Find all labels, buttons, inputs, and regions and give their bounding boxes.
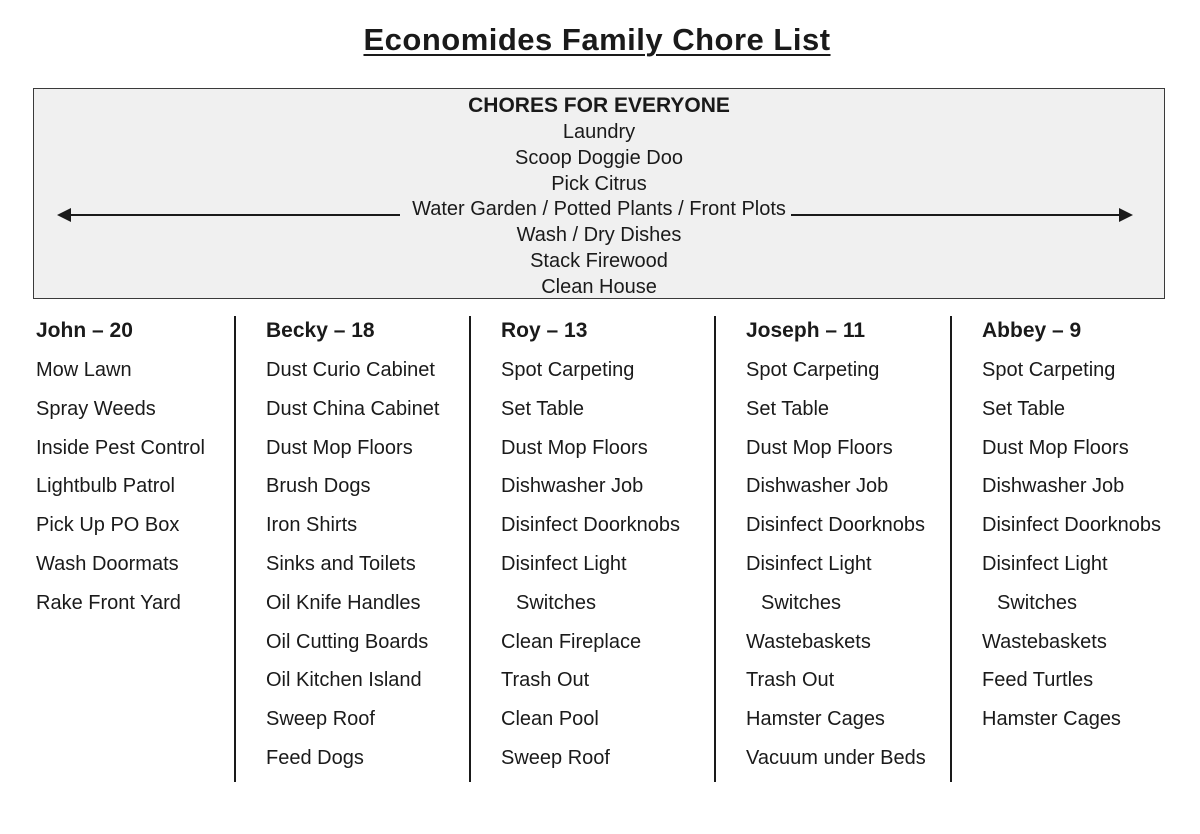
chore-item: Disinfect Light: [746, 552, 872, 575]
person-name: Abbey – 9: [982, 319, 1082, 342]
person-name: Joseph – 11: [746, 319, 866, 342]
person-name: Roy – 13: [501, 319, 588, 342]
chore-item: Inside Pest Control: [36, 436, 205, 459]
chore-item: Disinfect Doorknobs: [982, 514, 1161, 537]
chore-item: Vacuum under Beds: [746, 746, 926, 769]
chore-item: Dust Mop Floors: [982, 436, 1129, 459]
chore-item: Brush Dogs: [266, 475, 371, 498]
person-name: Becky – 18: [266, 319, 375, 342]
page-title-text: Economides Family Chore List: [363, 22, 831, 57]
chore-item: Switches: [761, 591, 842, 614]
chore-item: Set Table: [982, 397, 1066, 420]
chore-item: Iron Shirts: [266, 514, 358, 537]
chore-item: Spot Carpeting: [982, 359, 1116, 381]
chore-item: Spray Weeds: [36, 397, 156, 420]
chore-item: Disinfect Light: [501, 552, 627, 575]
column-abbey: [982, 316, 1161, 731]
chore-item: Disinfect Doorknobs: [746, 514, 925, 537]
page-title: [0, 22, 1194, 58]
chore-item: Spot Carpeting: [746, 359, 880, 381]
chore-item: Trash Out: [746, 669, 835, 692]
chore-list: [36, 353, 266, 625]
everyone-chore-item: Wash / Dry Dishes: [516, 224, 682, 247]
chore-item: Dust Curio Cabinet: [266, 359, 435, 381]
everyone-chore-item: Water Garden / Potted Plants / Front Plots: [412, 198, 786, 221]
chore-item: Disinfect Light: [982, 552, 1108, 575]
column-divider: [234, 316, 236, 782]
chore-item: Set Table: [501, 397, 585, 420]
chore-item: Lightbulb Patrol: [36, 475, 175, 498]
chore-list: [501, 353, 731, 780]
chore-list: [982, 353, 1192, 741]
chore-list: [746, 353, 976, 780]
chore-item: Hamster Cages: [982, 708, 1121, 731]
chore-item: Pick Up PO Box: [36, 514, 180, 537]
column-becky: [266, 316, 440, 769]
chore-item: Sweep Roof: [501, 746, 610, 769]
chore-item: Hamster Cages: [746, 708, 885, 731]
chore-item: Wastebaskets: [982, 630, 1107, 653]
chore-item: Switches: [997, 591, 1078, 614]
everyone-heading: CHORES FOR EVERYONE: [468, 94, 730, 117]
chore-item: Oil Cutting Boards: [266, 630, 429, 653]
chore-item: Spot Carpeting: [501, 359, 635, 381]
column-divider: [714, 316, 716, 782]
chore-item: Dust Mop Floors: [746, 436, 893, 459]
chore-item: Trash Out: [501, 669, 590, 692]
chore-item: Sweep Roof: [266, 708, 375, 731]
everyone-chore-list: [34, 120, 1164, 301]
chore-item: Dust China Cabinet: [266, 397, 440, 420]
chore-item: Dishwasher Job: [746, 475, 889, 498]
everyone-chore-item: Scoop Doggie Doo: [515, 146, 683, 169]
chore-item: Feed Dogs: [266, 746, 364, 769]
chore-item: Oil Kitchen Island: [266, 669, 422, 692]
chore-item: Disinfect Doorknobs: [501, 514, 680, 537]
column-divider: [950, 316, 952, 782]
column-john: [36, 316, 205, 614]
chore-item: Dust Mop Floors: [501, 436, 648, 459]
chore-item: Feed Turtles: [982, 669, 1094, 692]
chore-item: Wastebaskets: [746, 630, 871, 653]
chore-item: Clean Fireplace: [501, 630, 642, 653]
column-joseph: [746, 316, 926, 769]
chore-item: Switches: [516, 591, 597, 614]
chores-for-everyone-box: [33, 88, 1165, 299]
everyone-chore-item: Stack Firewood: [530, 249, 668, 272]
everyone-chore-item: Pick Citrus: [551, 172, 647, 195]
chore-item: Dishwasher Job: [501, 475, 644, 498]
chore-list: [266, 353, 496, 780]
chore-item: Set Table: [746, 397, 830, 420]
everyone-chore-item: Clean House: [541, 275, 657, 298]
chore-item: Oil Knife Handles: [266, 591, 421, 614]
everyone-chore-item: Laundry: [562, 121, 636, 143]
column-roy: [501, 316, 680, 769]
chore-item: Clean Pool: [501, 708, 599, 731]
chore-item: Dishwasher Job: [982, 475, 1125, 498]
chore-item: Wash Doormats: [36, 552, 179, 575]
chore-item: Sinks and Toilets: [266, 552, 416, 575]
chore-item: Mow Lawn: [36, 359, 132, 381]
chore-item: Rake Front Yard: [36, 591, 181, 614]
column-divider: [469, 316, 471, 782]
chore-item: Dust Mop Floors: [266, 436, 413, 459]
person-name: John – 20: [36, 319, 133, 342]
